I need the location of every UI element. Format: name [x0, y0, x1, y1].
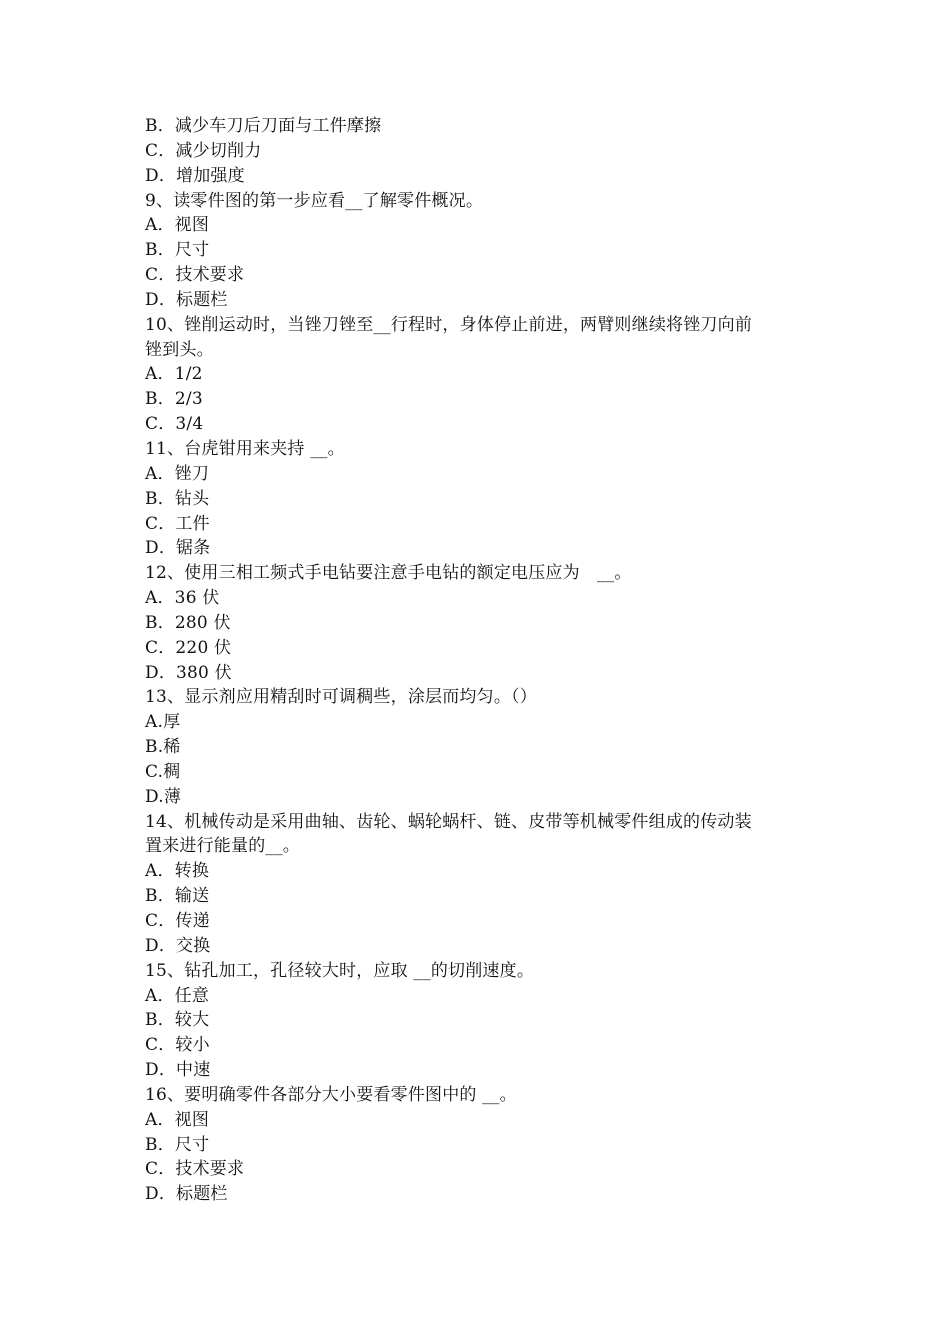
option-line: C．工件	[145, 513, 210, 534]
option-line: D．标题栏	[145, 289, 228, 310]
option-line: A．视图	[145, 1109, 210, 1130]
option-line: D．交换	[145, 935, 211, 956]
option-line: C．3/4	[145, 414, 204, 435]
document-page	[145, 114, 815, 1207]
question-list	[145, 114, 815, 1207]
option-line: D．标题栏	[145, 1184, 228, 1205]
option-line: D．锯条	[145, 538, 211, 559]
option-line: B．输送	[145, 886, 210, 907]
option-line: C．减少切削力	[145, 140, 262, 161]
option-line: B．尺寸	[145, 1134, 210, 1155]
option-line: D．增加强度	[145, 165, 245, 186]
option-line: A．36 伏	[145, 588, 220, 609]
option-line: B.稀	[145, 737, 181, 758]
option-line: A．1/2	[145, 364, 203, 385]
question-line: 12、使用三相工频式手电钻要注意手电钻的额定电压应为 __。	[145, 563, 632, 584]
option-line: A．视图	[145, 215, 210, 236]
option-line: A．任意	[145, 985, 210, 1006]
option-line: B．尺寸	[145, 240, 210, 261]
question-line-continued: 锉到头。	[145, 339, 214, 360]
option-line: D．中速	[145, 1060, 211, 1081]
question-line: 10、锉削运动时，当锉刀锉至__行程时，身体停止前进，两臂则继续将锉刀向前	[145, 314, 753, 335]
option-line: D．380 伏	[145, 662, 232, 683]
question-line: 11、台虎钳用来夹持 __。	[145, 438, 345, 459]
option-line: B．280 伏	[145, 612, 231, 633]
option-line: B．2/3	[145, 389, 203, 410]
option-line: C．技术要求	[145, 265, 245, 286]
question-line: 14、机械传动是采用曲轴、齿轮、蜗轮蜗杆、链、皮带等机械零件组成的传动装	[145, 811, 752, 832]
option-line: C．技术要求	[145, 1159, 245, 1180]
option-line: B．较大	[145, 1010, 210, 1031]
question-line: 9、读零件图的第一步应看__了解零件概况。	[145, 190, 484, 211]
question-line: 16、要明确零件各部分大小要看零件图中的 __。	[145, 1084, 517, 1105]
option-line: C．220 伏	[145, 637, 232, 658]
option-line: A．锉刀	[145, 463, 210, 484]
question-line-continued: 置来进行能量的__。	[145, 836, 300, 857]
option-line: D.薄	[145, 786, 182, 807]
option-line: B．减少车刀后刀面与工件摩擦	[145, 116, 382, 136]
option-line: C.稠	[145, 761, 181, 782]
question-line: 15、钻孔加工，孔径较大时，应取 __的切削速度。	[145, 960, 535, 981]
option-line: A．转换	[145, 861, 210, 882]
option-line: A.厚	[145, 712, 181, 733]
option-line: B．钻头	[145, 488, 210, 509]
question-line: 13、显示剂应用精刮时可调稠些，涂层而均匀。（）	[145, 687, 537, 708]
option-line: C．传递	[145, 911, 210, 931]
option-line: C．较小	[145, 1035, 210, 1056]
